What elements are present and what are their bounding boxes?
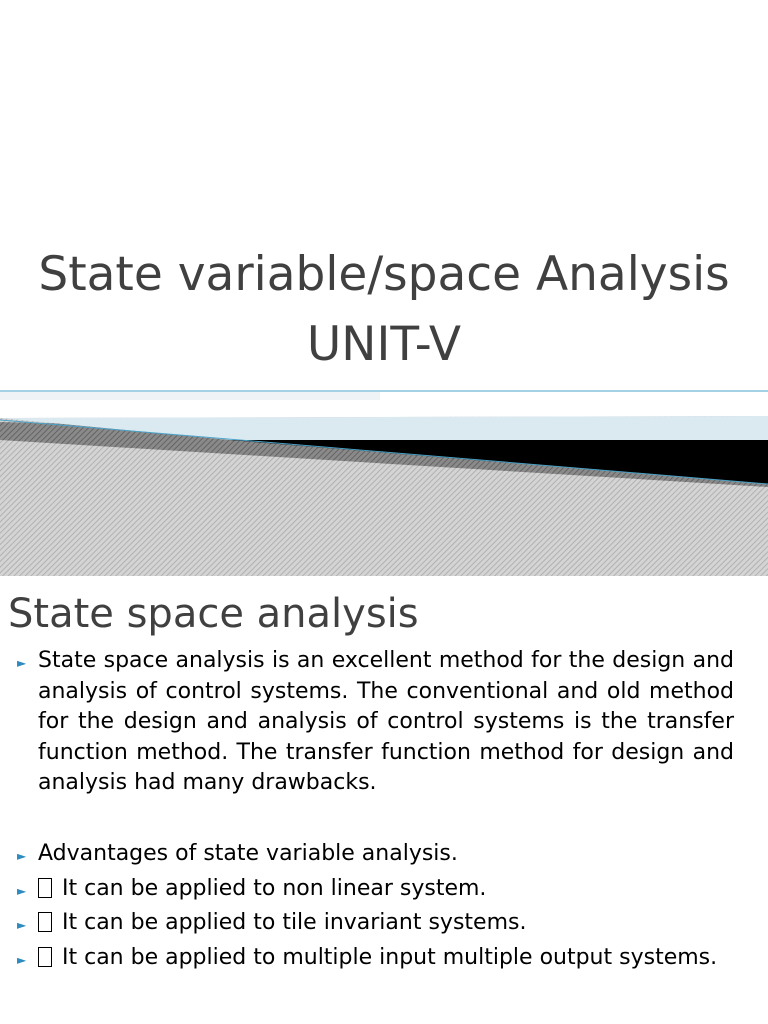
missing-glyph-box-icon	[38, 878, 52, 898]
triangle-bullet-icon: ►	[17, 918, 27, 933]
list-item	[17, 943, 734, 974]
list-item	[17, 908, 734, 939]
triangle-bullet-icon: ►	[17, 883, 27, 898]
content-slide	[0, 576, 768, 1024]
triangle-bullet-icon: ►	[17, 656, 27, 670]
title-line-1: State variable/space Analysis	[38, 247, 730, 302]
triangle-bullet-icon: ►	[17, 952, 27, 967]
missing-glyph-box-icon	[38, 912, 52, 932]
list-item-text: It can be applied to multiple input multiple output systems.	[62, 944, 718, 970]
list-item	[17, 839, 734, 870]
missing-glyph-box-icon	[38, 947, 52, 967]
list-item-text: State space analysis is an excellent method for the design and analysis of control systems. The conventional and old method for the design and analysis of control systems is the transfer function method. The transfer function method for design and analysis had many drawbacks.	[38, 648, 734, 796]
bullet-list	[17, 646, 734, 977]
decorative-stripes	[0, 380, 768, 576]
list-item	[17, 874, 734, 905]
list-item	[17, 646, 734, 799]
content-heading: State space analysis	[8, 591, 419, 637]
title-line-2: UNIT-V	[306, 317, 462, 372]
title-slide-title	[0, 240, 768, 380]
triangle-bullet-icon: ►	[17, 848, 27, 863]
list-item-text: Advantages of state variable analysis.	[38, 840, 458, 866]
list-item-text: It can be applied to tile invariant systems.	[62, 910, 527, 936]
list-item-text: It can be applied to non linear system.	[62, 875, 487, 901]
